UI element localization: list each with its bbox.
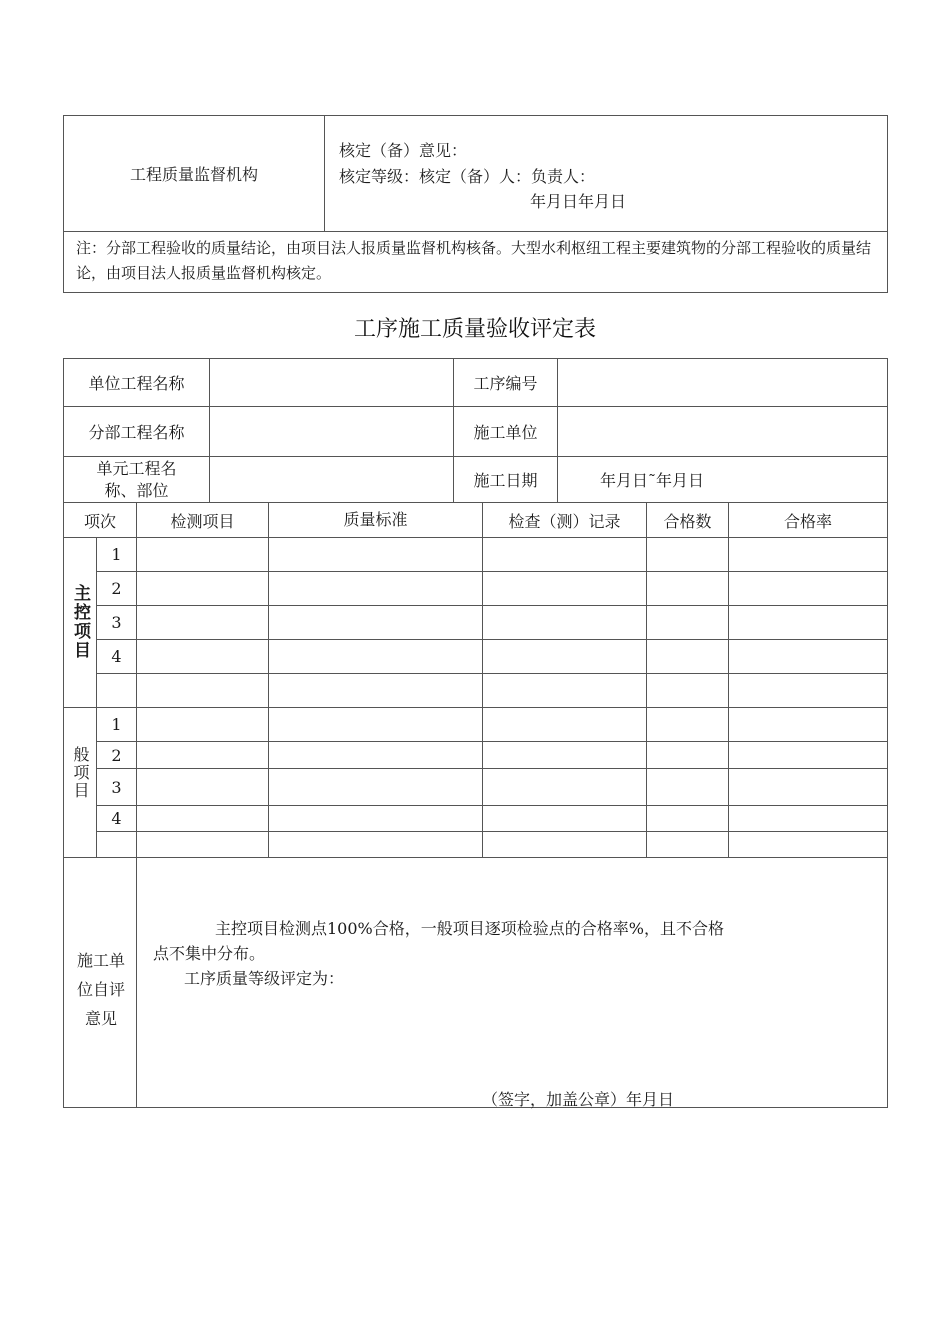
main-item-inspection-item-cell[interactable] — [136, 605, 269, 640]
general-item-qualified-rate-cell[interactable] — [728, 768, 888, 806]
general-item-row-number: 4 — [111, 809, 122, 828]
general-item-qualified-rate-cell[interactable] — [728, 741, 888, 769]
main-item-inspection-item-cell[interactable] — [136, 571, 269, 606]
general-item-row-number: 2 — [111, 745, 122, 765]
main-item-qualified-rate-cell[interactable] — [728, 605, 888, 640]
main-item-inspection-record-cell[interactable] — [482, 537, 647, 572]
general-item-qualified-count-cell[interactable] — [646, 707, 729, 742]
self-evaluation-text-line2: 点不集中分布。 — [153, 944, 266, 963]
grade-line: 核定等级：核定（备）人：负责人： — [339, 167, 596, 186]
general-item-inspection-record-cell[interactable] — [482, 831, 647, 858]
col-item-no-label: 项次 — [83, 511, 116, 531]
general-item-quality-standard-cell[interactable] — [268, 741, 483, 769]
main-item-inspection-record-cell[interactable] — [482, 639, 647, 674]
main-item-row-number-cell — [96, 605, 137, 640]
construction-unit-label: 施工单位 — [473, 423, 538, 442]
general-item-inspection-record-cell[interactable] — [482, 707, 647, 742]
general-item-quality-standard-cell[interactable] — [268, 768, 483, 806]
general-item-inspection-record-cell[interactable] — [482, 805, 647, 832]
main-item-qualified-count-cell[interactable] — [646, 639, 729, 674]
general-item-qualified-count-cell[interactable] — [646, 805, 729, 832]
branch-project-name-field[interactable] — [209, 406, 454, 457]
col-qualified-count — [646, 502, 729, 538]
main-item-row-number: 3 — [111, 613, 122, 632]
main-item-quality-standard-cell[interactable] — [268, 571, 483, 606]
main-item-row-number-cell — [96, 639, 137, 674]
col-inspection-item-label: 检测项目 — [170, 511, 235, 531]
main-item-row-number: 2 — [111, 579, 122, 598]
main-item-row-number-cell — [96, 571, 137, 606]
col-qualified-rate — [728, 502, 888, 538]
unit-project-name-field[interactable] — [209, 358, 454, 407]
note-text: 注：分部工程验收的质量结论，由项目法人报质量监督机构核备。大型水利枢纽工程主要建筑物的分部工程验收的质量结论，由项目法人报质量监督机构核定。 — [76, 239, 872, 282]
main-item-qualified-count-cell[interactable] — [646, 673, 729, 708]
main-item-inspection-record-cell[interactable] — [482, 571, 647, 606]
supervision-table — [63, 115, 888, 293]
general-items-label-cell — [63, 707, 97, 858]
main-item-inspection-record-cell[interactable] — [482, 605, 647, 640]
col-inspection-item — [136, 502, 269, 538]
main-item-qualified-count-cell[interactable] — [646, 605, 729, 640]
general-item-qualified-rate-cell[interactable] — [728, 707, 888, 742]
col-quality-standard — [268, 502, 483, 538]
main-item-quality-standard-cell[interactable] — [268, 639, 483, 674]
construction-date-field[interactable] — [557, 456, 888, 503]
general-item-inspection-item-cell[interactable] — [136, 831, 269, 858]
self-evaluation-signature-line: （签字，加盖公章）年月日 — [482, 1090, 675, 1109]
opinion-label: 核定（备）意见： — [339, 141, 468, 160]
main-item-quality-standard-cell[interactable] — [268, 673, 483, 708]
construction-date-label-cell — [453, 456, 558, 503]
main-item-qualified-rate-cell[interactable] — [728, 537, 888, 572]
general-item-row-number-cell — [96, 805, 137, 832]
main-item-row-number-cell — [96, 537, 137, 572]
self-evaluation-label-cell — [63, 857, 137, 1108]
process-no-label: 工序编号 — [473, 374, 538, 393]
general-item-row-number-cell — [96, 741, 137, 769]
general-item-qualified-count-cell[interactable] — [646, 831, 729, 858]
note-cell — [64, 232, 888, 293]
main-item-qualified-rate-cell[interactable] — [728, 639, 888, 674]
general-item-row-number-cell — [96, 707, 137, 742]
general-item-row-number: 1 — [111, 715, 122, 734]
supervision-opinion-cell — [325, 116, 888, 232]
element-project-label: 单元工程名称、部位 — [96, 458, 177, 500]
self-evaluation-field[interactable] — [136, 857, 888, 1108]
general-item-inspection-item-cell[interactable] — [136, 741, 269, 769]
general-item-qualified-rate-cell[interactable] — [728, 805, 888, 832]
main-item-row-number-cell — [96, 673, 137, 708]
process-no-label-cell — [453, 358, 558, 407]
construction-date-label: 施工日期 — [473, 471, 538, 490]
element-project-label-cell — [63, 456, 210, 503]
construction-unit-label-cell — [453, 406, 558, 457]
main-item-row-number: 4 — [111, 647, 122, 666]
construction-unit-field[interactable] — [557, 406, 888, 457]
unit-project-name-label-cell — [63, 358, 210, 407]
col-inspection-record — [482, 502, 647, 538]
self-evaluation-label: 施工单位自评意见 — [76, 951, 125, 1028]
main-item-quality-standard-cell[interactable] — [268, 605, 483, 640]
general-item-inspection-item-cell[interactable] — [136, 768, 269, 806]
general-item-inspection-record-cell[interactable] — [482, 741, 647, 769]
general-item-inspection-item-cell[interactable] — [136, 805, 269, 832]
col-qualified-rate-label: 合格率 — [783, 511, 832, 531]
self-evaluation-grade-line: 工序质量等级评定为： — [184, 969, 345, 988]
general-item-inspection-item-cell[interactable] — [136, 707, 269, 742]
construction-date-value: 年月日˜年月日 — [600, 471, 705, 490]
main-item-qualified-count-cell[interactable] — [646, 537, 729, 572]
general-item-row-number-cell — [96, 768, 137, 806]
process-no-field[interactable] — [557, 358, 888, 407]
general-item-quality-standard-cell[interactable] — [268, 831, 483, 858]
general-items-label: 般项目 — [71, 746, 90, 800]
general-item-quality-standard-cell[interactable] — [268, 707, 483, 742]
main-item-inspection-item-cell[interactable] — [136, 537, 269, 572]
branch-project-name-label-cell — [63, 406, 210, 457]
main-item-qualified-count-cell[interactable] — [646, 571, 729, 606]
general-item-row-number-cell — [96, 831, 137, 858]
main-item-quality-standard-cell[interactable] — [268, 537, 483, 572]
main-item-qualified-rate-cell[interactable] — [728, 571, 888, 606]
main-items-label: 主控项目 — [70, 584, 90, 660]
branch-project-name-label: 分部工程名称 — [88, 423, 185, 442]
col-item-no — [63, 502, 137, 538]
main-item-qualified-rate-cell[interactable] — [728, 673, 888, 708]
main-item-inspection-item-cell[interactable] — [136, 639, 269, 674]
opinion-date-line: 年月日年月日 — [530, 192, 627, 211]
col-inspection-record-label: 检查（测）记录 — [508, 511, 621, 531]
self-evaluation-text-line1: 主控项目检测点100%合格，一般项目逐项检验点的合格率%，且不合格 — [215, 919, 724, 938]
general-item-inspection-record-cell[interactable] — [482, 768, 647, 806]
main-item-row-number: 1 — [111, 545, 122, 564]
general-item-qualified-count-cell[interactable] — [646, 741, 729, 769]
main-item-inspection-item-cell[interactable] — [136, 673, 269, 708]
col-quality-standard-label: 质量标准 — [343, 510, 408, 529]
main-items-label-cell — [63, 537, 97, 708]
general-item-qualified-rate-cell[interactable] — [728, 831, 888, 858]
unit-project-name-label: 单位工程名称 — [88, 374, 185, 393]
col-qualified-count-label: 合格数 — [663, 511, 712, 531]
supervision-org-label-cell — [64, 116, 325, 232]
element-project-field[interactable] — [209, 456, 454, 503]
supervision-org-label: 工程质量监督机构 — [129, 165, 258, 184]
general-item-row-number: 3 — [111, 777, 122, 797]
main-item-inspection-record-cell[interactable] — [482, 673, 647, 708]
general-item-quality-standard-cell[interactable] — [268, 805, 483, 832]
general-item-qualified-count-cell[interactable] — [646, 768, 729, 806]
form-title: 工序施工质量验收评定表 — [353, 317, 596, 342]
